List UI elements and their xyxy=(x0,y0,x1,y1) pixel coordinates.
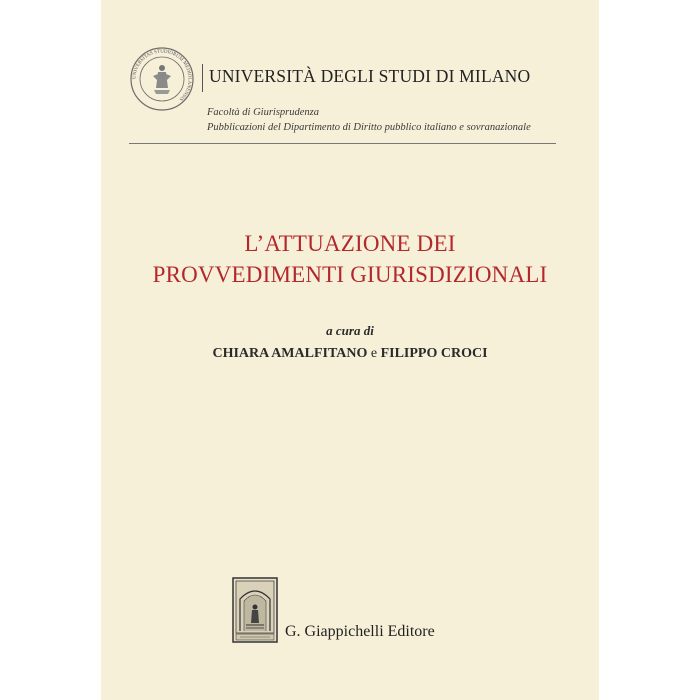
publisher-name: G. Giappichelli Editore xyxy=(285,623,435,640)
university-seal-icon xyxy=(129,46,195,112)
faculty-info xyxy=(207,105,531,135)
title-line: PROVVEDIMENTI GIURISDIZIONALI xyxy=(152,262,548,287)
editors xyxy=(101,346,599,362)
faculty-line: Facoltà di Giurisprudenza xyxy=(207,107,319,118)
university-name: UNIVERSITÀ DEGLI STUDI DI MILANO xyxy=(209,66,531,86)
series-line: Pubblicazioni del Dipartimento di Diritto pubblico italiano e sovranazionale xyxy=(207,122,531,133)
header-divider xyxy=(202,64,203,92)
book-title xyxy=(101,228,599,290)
header-rule xyxy=(129,143,556,144)
book-cover xyxy=(101,0,599,700)
editor-name: FILIPPO CROCI xyxy=(380,346,488,361)
seal-text: UNIVERSITAS STUDIORUM MEDIOLANENSIS xyxy=(132,49,192,102)
publisher-engraving-icon xyxy=(232,577,278,643)
edited-by-label: a cura di xyxy=(326,323,374,338)
editor-conjunction: e xyxy=(370,346,378,361)
title-line: L’ATTUAZIONE DEI xyxy=(244,231,456,256)
editor-name: CHIARA AMALFITANO xyxy=(212,346,368,361)
